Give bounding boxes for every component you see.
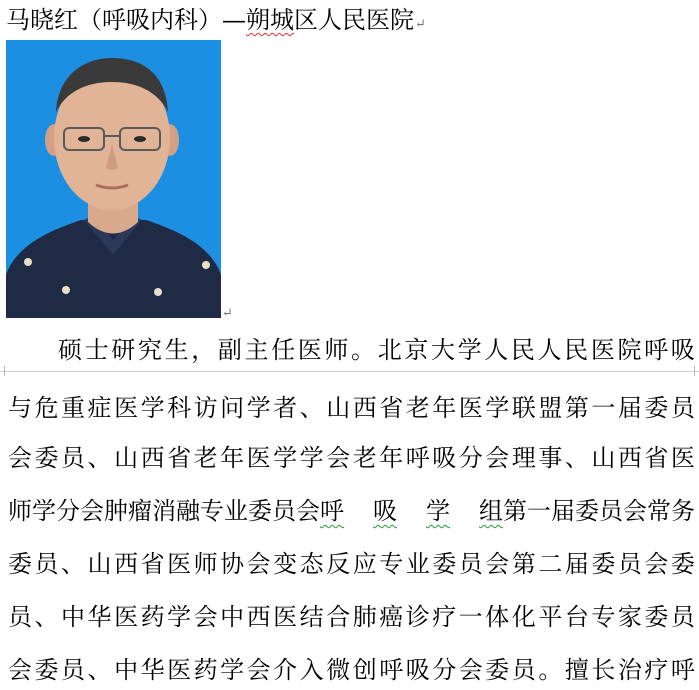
page-ruler [0,371,699,372]
body-line-2: 与 危 重 症 医 学 科 访 问 学 者 、 山 西 省 老 年 医 学 联 盟 第 一 届 委 员 [8,394,695,422]
title-dash: — [222,6,246,34]
department: （呼吸内科） [78,6,222,34]
paragraph-mark-icon: ↵ [415,17,426,32]
portrait-image [6,40,221,318]
body-line-1: 硕 士 研 究 生 ， 副 主 任 医 师 。 北 京 大 学 人 民 人 民 医 院 呼 吸 [58,336,695,364]
doctor-name: 马晓红 [6,6,78,34]
hospital-name-underlined: 朔城 [246,6,294,34]
body-line-4: 师 学 分 会 肿 瘤 消 融 专 业 委 员 会 呼 吸 学 组 第 一 届 委 员 会 常 务 [8,497,695,525]
document-title [6,4,426,41]
hospital-name: 区人民医院 [294,6,414,34]
body-line-7: 会 委 员 、 中 华 医 药 学 会 介 入 微 创 呼 吸 分 会 委 员 。 擅 长 治 疗 呼 [8,656,695,684]
body-line-5: 委 员 、 山 西 省 医 师 协 会 变 态 反 应 专 业 委 员 会 第 二 届 委 员 会 委 [8,550,695,578]
body-line-6: 员 、 中 华 医 药 学 会 中 西 医 结 合 肺 癌 诊 疗 一 体 化 平 台 专 家 委 员 [8,603,695,631]
photo-paragraph-mark-icon: ↵ [222,306,233,321]
body-line-3: 会 委 员 、 山 西 省 老 年 医 学 学 会 老 年 呼 吸 分 会 理 事 、 山 西 省 医 [8,444,695,472]
doctor-photo [6,40,221,318]
